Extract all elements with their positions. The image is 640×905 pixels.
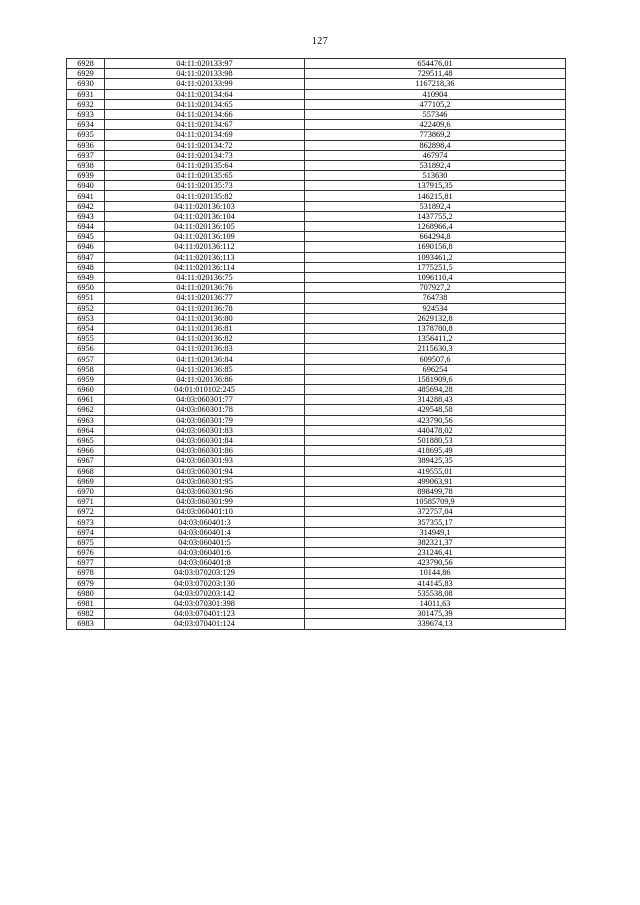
table-row [67,344,566,354]
table-row [67,323,566,333]
row-number-cell: 6965 [67,435,105,445]
cadastral-number-cell: 04:11:020136:81 [105,323,305,333]
table-row [67,598,566,608]
row-number-cell: 6957 [67,354,105,364]
value-cell: 2115630,3 [305,344,566,354]
cadastral-number-cell: 04:03:070203:130 [105,578,305,588]
row-number-cell: 6932 [67,99,105,109]
table-row [67,517,566,527]
table-row [67,609,566,619]
cadastral-number-cell: 04:11:020135:73 [105,181,305,191]
value-cell: 535538,08 [305,588,566,598]
table-row [67,446,566,456]
table-row [67,364,566,374]
table-row [67,69,566,79]
table-row [67,395,566,405]
value-cell: 485694,28 [305,385,566,395]
row-number-cell: 6941 [67,191,105,201]
table-row [67,548,566,558]
cadastral-number-cell: 04:11:020134:66 [105,109,305,119]
row-number-cell: 6939 [67,171,105,181]
row-number-cell: 6981 [67,598,105,608]
value-cell: 382321,37 [305,537,566,547]
value-cell: 1268966,4 [305,222,566,232]
cadastral-number-cell: 04:03:070401:123 [105,609,305,619]
row-number-cell: 6948 [67,262,105,272]
row-number-cell: 6963 [67,415,105,425]
value-cell: 513630 [305,171,566,181]
value-cell: 372757,04 [305,507,566,517]
table-row [67,425,566,435]
value-cell: 418695,49 [305,446,566,456]
cadastral-number-cell: 04:11:020136:109 [105,232,305,242]
table-row [67,283,566,293]
cadastral-number-cell: 04:03:060301:86 [105,446,305,456]
row-number-cell: 6937 [67,150,105,160]
cadastral-number-cell: 04:03:060401:8 [105,558,305,568]
value-cell: 467974 [305,150,566,160]
table-row [67,334,566,344]
table-row [67,171,566,181]
value-cell: 477105,2 [305,99,566,109]
cadastral-number-cell: 04:11:020136:82 [105,334,305,344]
value-cell: 339674,13 [305,619,566,629]
value-cell: 1093461,2 [305,252,566,262]
value-cell: 729511,48 [305,69,566,79]
value-cell: 419555,01 [305,466,566,476]
value-cell: 764738 [305,293,566,303]
table-row [67,293,566,303]
row-number-cell: 6929 [67,69,105,79]
cadastral-number-cell: 04:03:060301:78 [105,405,305,415]
value-cell: 531892,4 [305,201,566,211]
cadastral-number-cell: 04:01:010102:245 [105,385,305,395]
page-number: 127 [311,36,329,47]
row-number-cell: 6962 [67,405,105,415]
row-number-cell: 6944 [67,222,105,232]
row-number-cell: 6971 [67,497,105,507]
table-row [67,59,566,69]
cadastral-number-cell: 04:11:020133:97 [105,59,305,69]
value-cell: 1356411,2 [305,334,566,344]
table-row [67,313,566,323]
value-cell: 422409,6 [305,120,566,130]
table-row [67,79,566,89]
cadastral-number-cell: 04:11:020133:99 [105,79,305,89]
cadastral-number-cell: 04:03:060301:79 [105,415,305,425]
value-cell: 1690156,8 [305,242,566,252]
value-cell: 1581909,6 [305,374,566,384]
table-row [67,385,566,395]
row-number-cell: 6961 [67,395,105,405]
value-cell: 10585709,9 [305,497,566,507]
cadastral-number-cell: 04:11:020136:75 [105,272,305,282]
row-number-cell: 6968 [67,466,105,476]
cadastral-number-cell: 04:11:020136:114 [105,262,305,272]
value-cell: 696254 [305,364,566,374]
row-number-cell: 6942 [67,201,105,211]
row-number-cell: 6966 [67,446,105,456]
value-cell: 414145,83 [305,578,566,588]
value-cell: 440478,02 [305,425,566,435]
table-row [67,181,566,191]
table-row [67,120,566,130]
table-row [67,242,566,252]
cadastral-number-cell: 04:03:060301:95 [105,476,305,486]
value-cell: 499063,91 [305,476,566,486]
row-number-cell: 6956 [67,344,105,354]
row-number-cell: 6933 [67,109,105,119]
row-number-cell: 6959 [67,374,105,384]
row-number-cell: 6945 [67,232,105,242]
row-number-cell: 6934 [67,120,105,130]
table-row [67,303,566,313]
value-cell: 609507,6 [305,354,566,364]
value-cell: 14011,63 [305,598,566,608]
value-cell: 314288,43 [305,395,566,405]
row-number-cell: 6951 [67,293,105,303]
cadastral-number-cell: 04:11:020135:64 [105,160,305,170]
row-number-cell: 6950 [67,283,105,293]
table-row [67,354,566,364]
row-number-cell: 6973 [67,517,105,527]
cadastral-number-cell: 04:11:020136:104 [105,211,305,221]
value-cell: 429548,58 [305,405,566,415]
row-number-cell: 6977 [67,558,105,568]
value-cell: 1378780,8 [305,323,566,333]
value-cell: 707927,2 [305,283,566,293]
cadastral-number-cell: 04:11:020136:80 [105,313,305,323]
value-cell: 2629132,8 [305,313,566,323]
cadastral-number-cell: 04:03:060301:77 [105,395,305,405]
row-number-cell: 6949 [67,272,105,282]
table-row [67,476,566,486]
row-number-cell: 6938 [67,160,105,170]
cadastral-number-cell: 04:11:020136:86 [105,374,305,384]
cadastral-number-cell: 04:11:020134:69 [105,130,305,140]
row-number-cell: 6946 [67,242,105,252]
table-row [67,140,566,150]
value-cell: 410904 [305,89,566,99]
value-cell: 654476,01 [305,59,566,69]
cadastral-number-cell: 04:11:020136:103 [105,201,305,211]
value-cell: 862898,4 [305,140,566,150]
row-number-cell: 6930 [67,79,105,89]
row-number-cell: 6974 [67,527,105,537]
row-number-cell: 6969 [67,476,105,486]
value-cell: 146215,81 [305,191,566,201]
table-row [67,252,566,262]
row-number-cell: 6928 [67,59,105,69]
row-number-cell: 6978 [67,568,105,578]
cadastral-number-cell: 04:03:060301:96 [105,486,305,496]
value-cell: 531892,4 [305,160,566,170]
row-number-cell: 6979 [67,578,105,588]
cadastral-number-cell: 04:03:070301:398 [105,598,305,608]
cadastral-number-cell: 04:11:020136:113 [105,252,305,262]
cadastral-table [66,58,566,630]
value-cell: 501880,53 [305,435,566,445]
table-row [67,527,566,537]
table-row [67,191,566,201]
value-cell: 1437755,2 [305,211,566,221]
table-row [67,578,566,588]
value-cell: 301475,39 [305,609,566,619]
cadastral-number-cell: 04:11:020136:78 [105,303,305,313]
table-row [67,109,566,119]
table-row [67,150,566,160]
table-row [67,558,566,568]
cadastral-number-cell: 04:03:060301:93 [105,456,305,466]
table-row [67,262,566,272]
cadastral-number-cell: 04:03:060301:84 [105,435,305,445]
cadastral-number-cell: 04:03:060401:3 [105,517,305,527]
row-number-cell: 6983 [67,619,105,629]
table-row [67,201,566,211]
cadastral-number-cell: 04:03:060401:10 [105,507,305,517]
value-cell: 357355,17 [305,517,566,527]
row-number-cell: 6953 [67,313,105,323]
row-number-cell: 6936 [67,140,105,150]
table-row [67,160,566,170]
cadastral-number-cell: 04:03:070203:129 [105,568,305,578]
cadastral-number-cell: 04:11:020134:67 [105,120,305,130]
value-cell: 1775251,5 [305,262,566,272]
cadastral-number-cell: 04:11:020135:82 [105,191,305,201]
table-row [67,497,566,507]
value-cell: 423790,56 [305,558,566,568]
table-row [67,507,566,517]
cadastral-number-cell: 04:11:020136:105 [105,222,305,232]
row-number-cell: 6982 [67,609,105,619]
row-number-cell: 6954 [67,323,105,333]
row-number-cell: 6931 [67,89,105,99]
table-row [67,537,566,547]
cadastral-number-cell: 04:11:020135:65 [105,171,305,181]
table-row [67,222,566,232]
table-row [67,405,566,415]
table-row [67,466,566,476]
table-row [67,374,566,384]
value-cell: 10144,86 [305,568,566,578]
row-number-cell: 6960 [67,385,105,395]
cadastral-number-cell: 04:03:070203:142 [105,588,305,598]
row-number-cell: 6952 [67,303,105,313]
table-row [67,232,566,242]
row-number-cell: 6967 [67,456,105,466]
cadastral-number-cell: 04:11:020134:72 [105,140,305,150]
table-row [67,486,566,496]
table-row [67,130,566,140]
row-number-cell: 6940 [67,181,105,191]
table-row [67,619,566,629]
cadastral-number-cell: 04:11:020136:76 [105,283,305,293]
table-row [67,272,566,282]
table-row [67,456,566,466]
cadastral-number-cell: 04:03:060301:99 [105,497,305,507]
row-number-cell: 6943 [67,211,105,221]
cadastral-number-cell: 04:03:060401:4 [105,527,305,537]
table-row [67,211,566,221]
value-cell: 1167218,36 [305,79,566,89]
value-cell: 1096110,4 [305,272,566,282]
row-number-cell: 6955 [67,334,105,344]
table-row [67,89,566,99]
row-number-cell: 6935 [67,130,105,140]
row-number-cell: 6958 [67,364,105,374]
table-row [67,568,566,578]
value-cell: 423790,56 [305,415,566,425]
table-row [67,435,566,445]
cadastral-number-cell: 04:11:020134:64 [105,89,305,99]
table-row [67,99,566,109]
value-cell: 898499,78 [305,486,566,496]
cadastral-number-cell: 04:03:060301:83 [105,425,305,435]
row-number-cell: 6975 [67,537,105,547]
cadastral-number-cell: 04:11:020136:83 [105,344,305,354]
cadastral-number-cell: 04:11:020136:77 [105,293,305,303]
table-row [67,588,566,598]
row-number-cell: 6976 [67,548,105,558]
value-cell: 773869,2 [305,130,566,140]
cadastral-number-cell: 04:03:070401:124 [105,619,305,629]
row-number-cell: 6972 [67,507,105,517]
row-number-cell: 6947 [67,252,105,262]
cadastral-number-cell: 04:11:020134:65 [105,99,305,109]
cadastral-number-cell: 04:11:020136:84 [105,354,305,364]
cadastral-number-cell: 04:11:020136:112 [105,242,305,252]
value-cell: 664294,8 [305,232,566,242]
table-row [67,415,566,425]
cadastral-number-cell: 04:11:020133:98 [105,69,305,79]
row-number-cell: 6964 [67,425,105,435]
value-cell: 314949,1 [305,527,566,537]
value-cell: 137915,35 [305,181,566,191]
value-cell: 231246,41 [305,548,566,558]
cadastral-number-cell: 04:03:060401:5 [105,537,305,547]
value-cell: 389425,35 [305,456,566,466]
cadastral-number-cell: 04:11:020136:85 [105,364,305,374]
value-cell: 557346 [305,109,566,119]
cadastral-number-cell: 04:03:060301:94 [105,466,305,476]
row-number-cell: 6980 [67,588,105,598]
value-cell: 924534 [305,303,566,313]
table-body [67,59,566,630]
row-number-cell: 6970 [67,486,105,496]
cadastral-number-cell: 04:11:020134:73 [105,150,305,160]
cadastral-number-cell: 04:03:060401:6 [105,548,305,558]
